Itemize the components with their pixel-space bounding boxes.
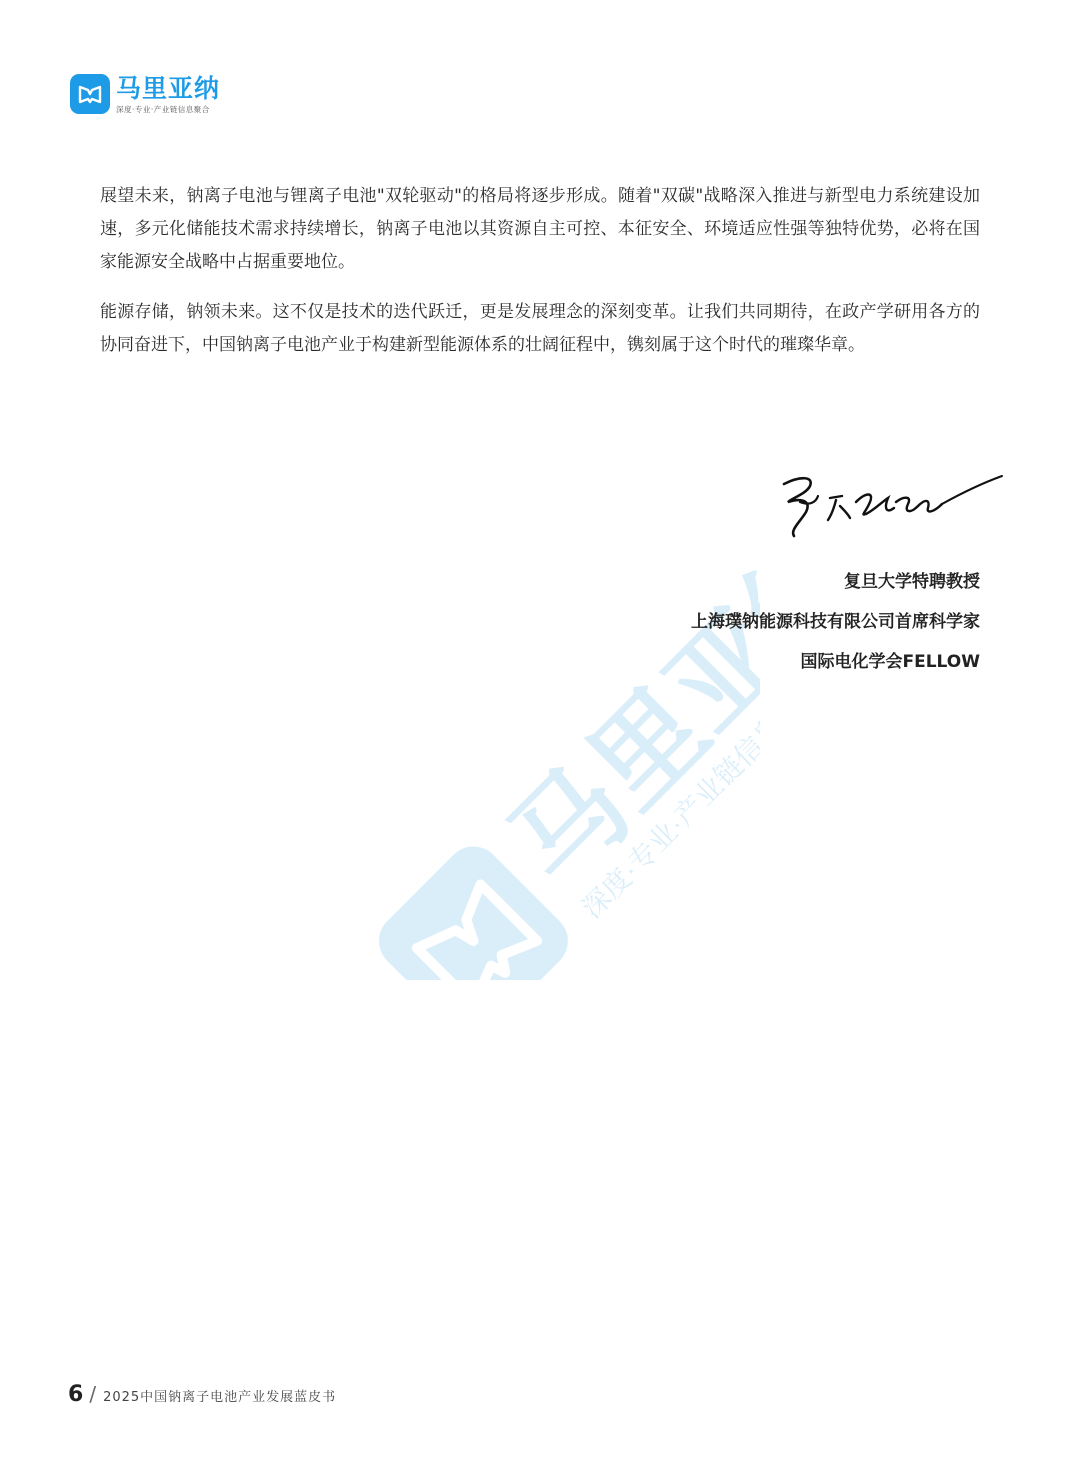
book-logo-icon	[70, 74, 110, 114]
author-title: 国际电化学会FELLOW	[800, 652, 980, 672]
logo-name: 马里亚纳	[116, 74, 221, 103]
footer-separator: /	[89, 1382, 97, 1406]
paragraph: 展望未来，钠离子电池与锂离子电池"双轮驱动"的格局将逐步形成。随着"双碳"战略深入推进与新型电力系统建设加速，多元化储能技术需求持续增长，钠离子电池以其资源自主可控、本征安全、环境适应性强等独特优势，必将在国家能源安全战略中占据重要地位。	[100, 186, 980, 272]
preface-body	[100, 180, 980, 379]
page-footer	[68, 1382, 336, 1407]
book-title: 2025中国钠离子电池产业发展蓝皮书	[103, 1390, 337, 1405]
watermark-name: 马里亚纳	[488, 520, 760, 909]
handwritten-signature	[770, 462, 1010, 546]
brand-logo	[70, 74, 220, 115]
page-number: 6	[68, 1382, 84, 1407]
logo-slogan: 深度·专业·产业链信息聚合	[116, 105, 210, 114]
watermark-slogan: 深度·专业·产业链信息聚合	[575, 671, 760, 924]
author-title: 上海璞钠能源科技有限公司首席科学家	[691, 612, 980, 632]
author-title: 复旦大学特聘教授	[844, 572, 980, 592]
author-titles	[691, 562, 980, 682]
paragraph: 能源存储，钠领未来。这不仅是技术的迭代跃迁，更是发展理念的深刻变革。让我们共同期待，在政产学研用各方的协同奋进下，中国钠离子电池产业于构建新型能源体系的壮阔征程中，镌刻属于这个时代的璀璨华章。	[100, 302, 980, 355]
